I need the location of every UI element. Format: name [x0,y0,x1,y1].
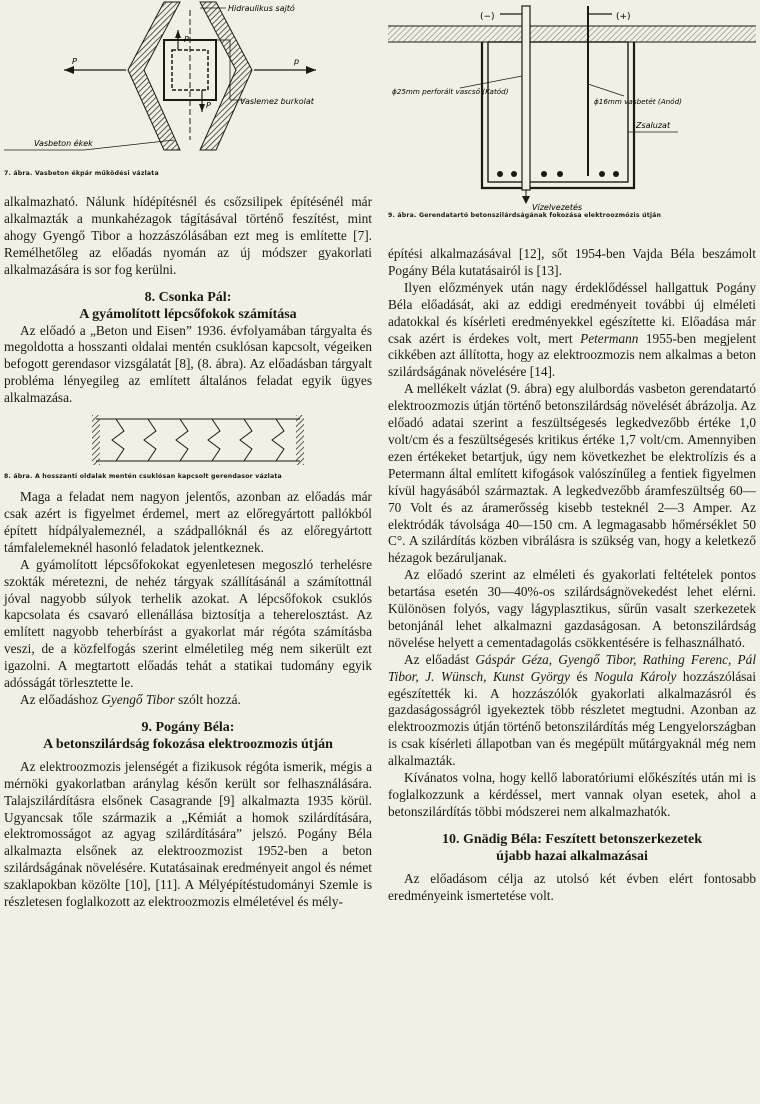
paragraph [388,280,756,381]
person-names: Gáspár Géza, Gyengő Tibor, Rathing Ferenc, Pál Tibor, J. Wünsch, Kunst György [388,651,757,684]
section-9-title: A betonszilárdság fokozása elektroozmozis útján [43,736,333,752]
figure-7 [4,0,372,194]
paragraph: Az előadásom célja az utolsó két évben elért fontosabb eredményeink ismertetése volt. [388,870,756,903]
paragraph: A gyámolított lépcsőfokokat egyenletesen megoszló terhelésre szokták méretezni, de nehéz tárgyak szállításánál a számítottnál jóval nagyobb súlyok terhelik azokat. A lépcsőfokok csuklós kapcsolata és csavaró ellenállása biztosítja a teherelosztást. Az említett nagyobb teherbírást a gyakorlat már régóta számításba veszi, de a közfelfogás szerint elméletileg még nem sikerült ezt igazolni. A megtartott előadás tehát a statikai tudomány egyik adósságát törlesztette le. [4,556,372,691]
label-steel-rod: ϕ16mm vasbetét (Anód) [594,97,682,106]
label-hydraulic-press: Hidraulikus sajtó [228,4,295,13]
force-p-right: p [294,57,300,66]
section-8-title: A gyámolított lépcsőfokok számítása [79,306,297,322]
paragraph: Kívánatos volna, hogy kellő laboratóriumi előkészítés után mi is foglalkozzunk a kérdéssel, mert vannak olyan esetek, ahol a betonszilárdítás többi módszerei nem alkalmazhatók. [388,770,756,819]
paragraph: építési alkalmazásával [12], sőt 1954-ben Vajda Béla beszámolt Pogány Béla kutatásairól is [13]. [388,246,756,278]
paragraph: Az előadó szerint az elméleti és gyakorlati feltételek pontos betartása esetén 30—40%-os szilárdságnövekedést lehet elérni. Különösen folyós, vagy lágyplasztikus, sűrűn vasalt szerkezetek betonjánál lehet alkalmazni gazdaságosan. A betonszilárdság növelése helyett a cementadagolás csökkentésére is felhasználható. [388,567,756,650]
text-run: Ilyen előzmények után nagy érdeklődéssel hallgattuk Pogány Béla előadását, aki az eddigi eredményeit további új elméleti adatokkal és kísérleti eredményekkel egészítette ki. Előadása már csak azért is érdekes volt, mert [388,279,756,346]
text-run: szólt hozzá. [174,691,241,707]
section-10-title: újabb hazai alkalmazásai [496,848,648,864]
force-p-left: P [72,57,77,66]
section-8-author: 8. Csonka Pál: [144,289,232,305]
section-8-heading [4,289,372,323]
figure-8-caption: 8. ábra. A hosszanti oldalak mentén csuklósan kapcsolt gerendasor vázlata [4,473,282,481]
paragraph: A mellékelt vázlat (9. ábra) egy alulbordás vasbeton gerendatartó elektroozmozis útján történő betonszilárdság növelését ábrázolja. Az előadó adatai szerint a feszültségesés legkedvezőbb értéke 1,0 volt/cm és a feszültségesés kritikus értéke 1,7 volt/cm. Amennyiben ezen értékeket betartjuk, úgy nem következhet be elektrolízis és a Petermann által említett kifogások valószínűleg a fentiek figyelmen kívül hagyásából származtak. A legkedvezőbb áramfeszültség 60—70 Volt és az áramerősség kisebb testeknél 2—3 Amper. Az elektródák távolsága 40—150 cm. A legmagasabb hőmérséklet 50 C°. A szilárdítás közben vibrálásra is szükség van, hogy a keletkező hézagok bezáruljanak. [388,381,756,566]
section-9-author: 9. Pogány Béla: [141,719,235,735]
section-10-heading [388,831,756,865]
paragraph [388,652,756,770]
left-column [4,0,372,911]
cathode-terminal-label: (−) [480,12,495,22]
paragraph: alkalmazható. Nálunk hídépítésnél és csőzsilipek építésénél már alkalmazták a munkahézagok tágításával történő feszítést, mint ahogy Gyengő Tibor a hozzászólásában ezt meg is említette [7]. Remélhetőleg az előadás nyomán az új módszer gyakorlati alkalmazására is sor fog kerülni. [4,194,372,277]
paragraph: Az elektroozmozis jelenségét a fizikusok régóta ismerik, mégis a mérnöki gyakorlatban aránylag későn került sor felhasználására. Talajszilárdításra elsőnek Casagrande [9] alkalmazta 1935 körül. Ugyancsak tőle származik a „Kémiát a homok szilárdítására, elektromosságot az agyag szilárdítására” jelszó. Pogány Béla alkalmazta elsőnek az elektroozmozist 1952-ben a beton szilárdságának növelésére. Kutatásainak eredményeit angol és német szaklapokban közölte [10], [11]. A Mélyépítéstudományi Szemle is részletesen foglalkozott az elektroozmozis elméletével és mély- [4,758,372,910]
paragraph: Az előadó a „Beton und Eisen” 1936. évfolyamában tárgyalta és megoldotta a hosszanti oldalai mentén csuklósan kapcsolt, végeiken befogott gerendasor vizsgálatát [8], (8. ábra). Az előadásban tárgyalt probléma lényegileg az említett általános feladat egyik ügyes alkalmazása. [4,322,372,406]
figure-9 [388,0,756,226]
label-formwork: Zsaluzat [636,121,671,130]
anode-terminal-label: (+) [616,12,631,22]
person-name: Nogula Károly [594,668,677,684]
label-perforated-tube: ϕ25mm perforált vascső (Katód) [392,87,509,96]
label-drainage: Vízelvezetés [532,203,583,212]
text-run: 1955-ben megjelent cikkében azt állította, hogy az elektroozmozis nem alkalmas a beton szilárdságának növelésére [14]. [388,330,757,380]
text-run: és [569,668,595,684]
paragraph: Maga a feladat nem nagyon jelentős, azonban az előadás már csak azért is figyelmet érdemel, mert az előregyártott pallókból épített hídpályalemeznél, a szádpallóknál és az előregyártott támfalelemeknél hasonló feladatok jelentkeznek. [4,489,372,555]
right-column [388,0,756,905]
person-name: Petermann [580,330,639,346]
figure-9-drawing [388,0,756,212]
section-9-heading [4,719,372,753]
label-steel-plate: Vaslemez burkolat [240,97,314,106]
section-10-author-title: 10. Gnädig Béla: Feszített betonszerkezetek [441,831,703,847]
figure-7-drawing [4,0,372,180]
text-run: hozzászólásai egészítették ki. A hozzászólók gyakorlati alkalmazásról és gazdaságosságról igyekeztek több részletet megtudni. Azonban az elektroozmozis útján történő betonszilárdítás még Lengyelországban is csak kísérleti állapotban van és megépült műtárgyaknál még nem alkalmazták. [388,668,757,769]
figure-8-drawing [4,407,372,473]
paragraph [4,692,372,709]
label-concrete-wedges: Vasbeton ékek [34,139,93,148]
person-name: Gyengő Tibor [101,691,175,707]
figure-9-caption: 9. ábra. Gerendatartó betonszilárdságának fokozása elektroozmózis útján [388,212,662,219]
force-p-down: P [206,101,211,110]
figure-8 [4,407,372,489]
figure-7-caption: 7. ábra. Vasbeton ékpár működési vázlata [4,170,159,177]
text-run: Az előadást [404,651,476,667]
force-p-up: P [184,35,189,44]
text-run: Az előadáshoz [20,691,102,707]
